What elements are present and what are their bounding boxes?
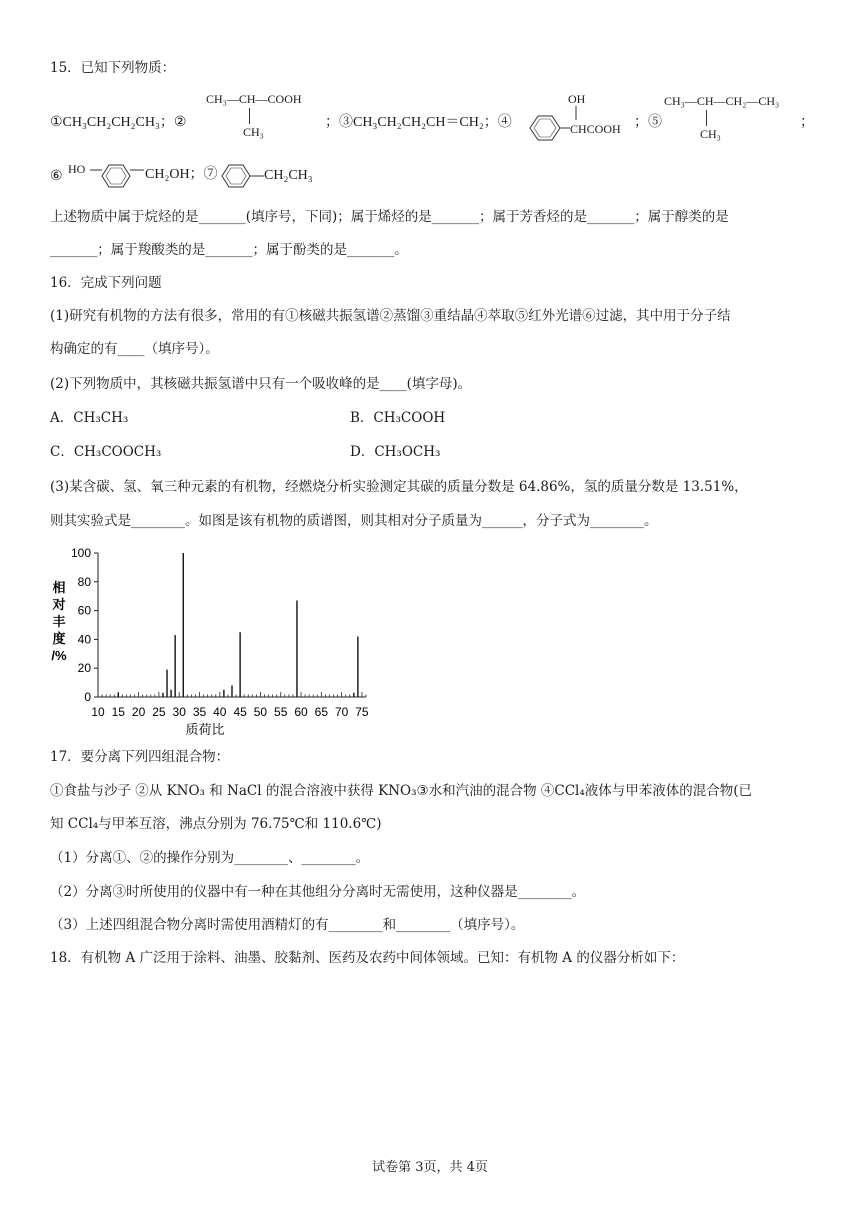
q18-title: 18．有机物 A 广泛用于涂料、油墨、胶黏剂、医药及农药中间体领域。已知：有机物 A 的仪器分析如下： bbox=[50, 950, 685, 966]
compound-6-ch2oh: CH₂OH；⑦ bbox=[145, 167, 218, 182]
q15-question-line2: _______；属于羧酸类的是_______；属于酚类的是_______。 bbox=[50, 242, 408, 258]
x-tick-label: 50 bbox=[253, 705, 268, 719]
compound-4-oh: OH bbox=[568, 92, 586, 106]
mass-spectrum-chart bbox=[48, 540, 378, 740]
q17-sub2: （2）分离③时所使用的仪器中有一种在其他组分分离时无需使用，这种仪器是________。 bbox=[50, 884, 586, 900]
benzene-ring-4 bbox=[530, 116, 560, 140]
compound-5-top: CH₃—CH—CH₂—CH₃ bbox=[664, 94, 780, 108]
x-ticks bbox=[91, 692, 369, 719]
y-tick-label: 80 bbox=[77, 574, 91, 589]
benzene-inner-6 bbox=[106, 168, 126, 184]
q16-title: 16．完成下列问题 bbox=[50, 275, 162, 291]
benzene-inner-4 bbox=[534, 119, 556, 137]
x-tick-label: 20 bbox=[131, 705, 146, 719]
compound-5-label: ；⑤ bbox=[634, 115, 662, 130]
x-tick-label: 65 bbox=[314, 705, 329, 719]
compound-2-top: CH₃—CH—COOH bbox=[206, 92, 302, 106]
q15-question-line1: 上述物质中属于烷烃的是_______(填序号，下同)；属于烯烃的是_______；属于芳香烃的是_______；属于醇类的是 bbox=[50, 209, 729, 225]
y-label-char: 丰 bbox=[52, 614, 66, 629]
y-tick-label: 20 bbox=[77, 661, 91, 676]
q16-part3-line2: 则其实验式是________。如图是该有机物的质谱图，则其相对分子质量为______，分子式为________。 bbox=[50, 513, 658, 529]
y-tick-label: 100 bbox=[70, 546, 91, 560]
benzene-inner-7 bbox=[226, 168, 246, 184]
x-tick-label: 75 bbox=[355, 705, 369, 719]
x-axis-label: 质荷比 bbox=[185, 722, 225, 737]
y-tick-label: 40 bbox=[77, 632, 91, 647]
x-tick-label: 55 bbox=[274, 705, 288, 719]
q17-title: 17．要分离下列四组混合物： bbox=[50, 749, 230, 765]
x-tick-label: 35 bbox=[192, 705, 207, 719]
y-axis-label bbox=[51, 580, 67, 663]
q17-sub3: （3）上述四组混合物分离时需使用酒精灯的有________和________（填序号）。 bbox=[50, 917, 525, 933]
q16-option-c: C．CH₃COOCH₃ bbox=[50, 444, 162, 460]
y-label-char: 度 bbox=[52, 631, 66, 646]
y-label-char: 对 bbox=[52, 597, 66, 612]
y-label-char: /% bbox=[51, 648, 67, 663]
q16-part2: (2)下列物质中，其核磁共振氢谱中只有一个吸收峰的是____(填字母)。 bbox=[50, 376, 472, 392]
compound-7-ethyl: CH₂CH₃ bbox=[264, 168, 313, 183]
q16-part1-line1: (1)研究有机物的方法有很多，常用的有①核磁共振氢谱②蒸馏③重结晶④萃取⑤红外光谱⑥过滤，其中用于分子结 bbox=[50, 308, 731, 324]
x-tick-label: 60 bbox=[294, 705, 308, 719]
compound-6-num: ⑥ bbox=[50, 169, 63, 184]
x-tick-label: 30 bbox=[172, 705, 186, 719]
q17-line2: 知 CCl₄与甲苯互溶，沸点分别为 76.75℃和 110.6℃) bbox=[50, 816, 382, 832]
compound-2-bond bbox=[249, 108, 250, 124]
q15-title: 15．已知下列物质： bbox=[50, 60, 176, 76]
q16-option-a: A．CH₃CH₃ bbox=[50, 410, 129, 426]
x-tick-label: 45 bbox=[233, 705, 247, 719]
x-tick-label: 10 bbox=[91, 705, 105, 719]
q16-part1-line2: 构确定的有____（填序号）。 bbox=[50, 341, 219, 357]
y-ticks bbox=[71, 546, 98, 704]
compound-2-bottom: CH₃ bbox=[243, 125, 264, 139]
q17-sub1: （1）分离①、②的操作分别为________、________。 bbox=[50, 850, 370, 866]
compound-5-bond bbox=[706, 110, 707, 126]
row1-end-semicolon: ； bbox=[800, 115, 814, 130]
q16-part3-line1: (3)某含碳、氢、氧三种元素的有机物，经燃烧分析实验测定其碳的质量分数是 64.86%，氢的质量分数是 13.51%， bbox=[50, 479, 748, 495]
x-tick-label: 70 bbox=[334, 705, 349, 719]
chart-axes bbox=[98, 553, 366, 697]
compound-6-ho: HO bbox=[68, 162, 86, 176]
compound-7-structure bbox=[218, 160, 268, 194]
q16-option-d: D．CH₃OCH₃ bbox=[350, 444, 441, 460]
compound-3-4-label: ；③CH₃CH₂CH₂CH＝CH₂；④ bbox=[325, 115, 512, 130]
compound-1-2-label: ①CH₃CH₂CH₂CH₃；② bbox=[50, 115, 187, 130]
y-tick-label: 0 bbox=[84, 690, 91, 704]
q16-option-b: B．CH₃COOH bbox=[350, 410, 446, 426]
x-tick-label: 40 bbox=[213, 705, 227, 719]
compound-5-bottom: CH₃ bbox=[700, 127, 721, 141]
compound-4-chcooh: CHCOOH bbox=[570, 122, 621, 136]
q17-line1: ①食盐与沙子 ②从 KNO₃ 和 NaCl 的混合溶液中获得 KNO₃③水和汽油的混合物 ④CCl₄液体与甲苯液体的混合物(已 bbox=[50, 783, 753, 799]
x-tick-label: 15 bbox=[111, 705, 125, 719]
y-tick-label: 60 bbox=[77, 603, 91, 618]
y-label-char: 相 bbox=[52, 580, 66, 595]
x-tick-label: 25 bbox=[152, 705, 166, 719]
chart-peaks bbox=[118, 553, 358, 697]
page-footer: 试卷第 3页，共 4页 bbox=[372, 1160, 488, 1175]
